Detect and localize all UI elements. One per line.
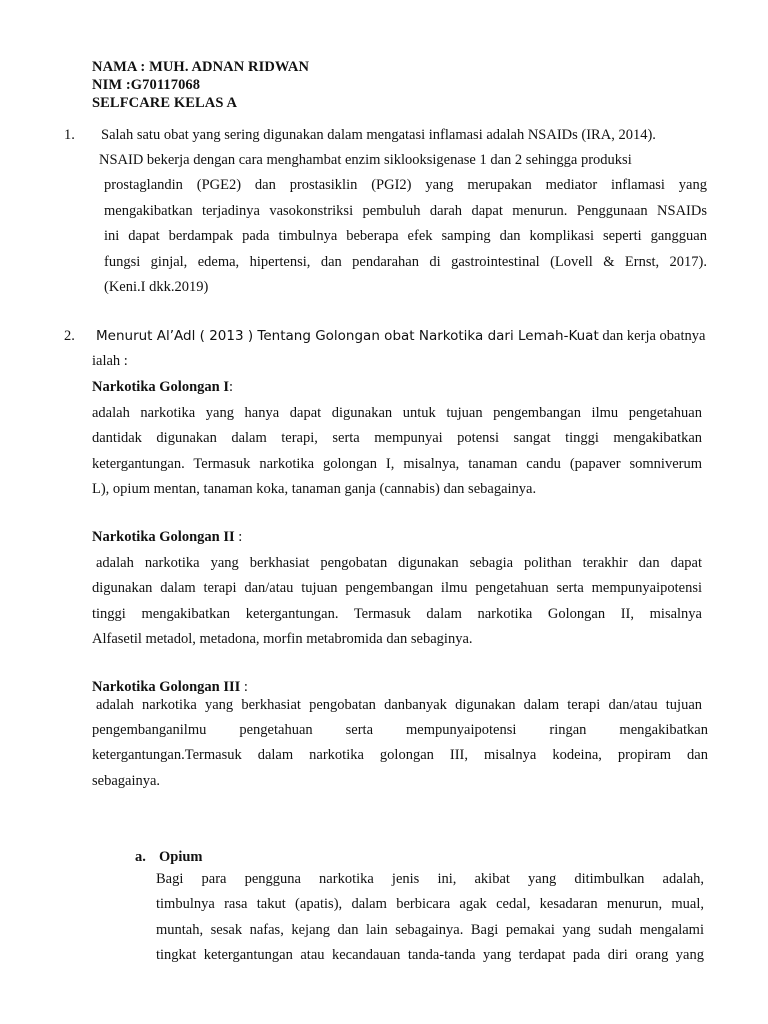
item-1-line-7: (Keni.I dkk.2019) bbox=[104, 279, 209, 295]
item-2-intro-tail: dan kerja obatnya bbox=[598, 328, 706, 344]
opium-line-3: muntah, sesak nafas, kejang dan lain sebagainya. Bagi pemakai yang sudah mengalami bbox=[156, 922, 704, 938]
golongan-3-line-3: ketergantungan.Termasuk dalam narkotika golongan III, misalnya kodeina, propiram dan bbox=[92, 747, 708, 763]
item-2-number: 2. bbox=[64, 328, 75, 344]
opium-line-4: tingkat ketergantungan atau kecandauan tanda-tanda yang terdapat pada diri orang yang bbox=[156, 947, 704, 963]
golongan-3-line-1: adalah narkotika yang berkhasiat pengobatan danbanyak digunakan dalam terapi dan/atau tujuan bbox=[96, 697, 702, 713]
item-1-line-5: ini dapat berdampak pada timbulnya beberapa efek samping dan komplikasi seperti gangguan bbox=[104, 228, 707, 244]
item-2-intro bbox=[96, 328, 705, 345]
golongan-2-title: Narkotika Golongan II bbox=[92, 529, 235, 545]
item-2-intro-line-2: ialah : bbox=[92, 353, 128, 369]
golongan-1-colon: : bbox=[228, 379, 234, 395]
golongan-1-line-2: dantidak digunakan dalam terapi, serta mempunyai potensi sangat tinggi mengakibatkan bbox=[92, 430, 702, 446]
golongan-3-line-4: sebagainya. bbox=[92, 773, 161, 789]
golongan-1-line-4: L), opium mentan, tanaman koka, tanaman ganja (cannabis) dan sebagainya. bbox=[92, 481, 537, 497]
opium-line-1: Bagi para pengguna narkotika jenis ini, akibat yang ditimbulkan adalah, bbox=[156, 871, 704, 887]
item-1-line-6: fungsi ginjal, edema, hipertensi, dan pendarahan di gastrointestinal (Lovell & Ernst, 2017). bbox=[104, 254, 707, 270]
golongan-3-line-2: pengembanganilmu pengetahuan serta mempunyaipotensi ringan mengakibatkan bbox=[92, 722, 708, 738]
golongan-2-line-2: digunakan dalam terapi dan/atau tujuan pengembangan ilmu pengetahuan serta mempunyaipotensi bbox=[92, 580, 702, 596]
item-1-number: 1. bbox=[64, 127, 75, 143]
golongan-1-line-1: adalah narkotika yang hanya dapat digunakan untuk tujuan pengembangan ilmu pengetahuan bbox=[92, 405, 702, 421]
golongan-3-title: Narkotika Golongan III bbox=[92, 679, 241, 695]
item-1-line-1: Salah satu obat yang sering digunakan dalam mengatasi inflamasi adalah NSAIDs (IRA, 2014). bbox=[101, 127, 656, 143]
student-name: NAMA : MUH. ADNAN RIDWAN bbox=[92, 59, 310, 75]
item-1-line-2: NSAID bekerja dengan cara menghambat enzim siklooksigenase 1 dan 2 sehingga produksi bbox=[99, 152, 632, 168]
golongan-2-line-4: Alfasetil metadol, metadona, morfin metabromida dan sebaginya. bbox=[92, 631, 473, 647]
student-class: SELFCARE KELAS A bbox=[92, 95, 238, 111]
item-1-line-4: mengakibatkan terjadinya vasokonstriksi pembuluh darah dapat menurun. Penggunaan NSAIDs bbox=[104, 203, 707, 219]
item-1-line-3: prostaglandin (PGE2) dan prostasiklin (PGI2) yang merupakan mediator inflamasi yang bbox=[104, 177, 707, 193]
item-2-intro-source: Menurut Al’Adl ( 2013 ) Tentang Golongan obat Narkotika dari Lemah-Kuat bbox=[96, 328, 599, 344]
golongan-2-colon: : bbox=[234, 529, 243, 545]
opium-line-2: timbulnya rasa takut (apatis), dalam berbicara agak cedal, kesadaran menurun, mual, bbox=[156, 896, 704, 912]
opium-marker: a. bbox=[135, 849, 146, 865]
opium-title: Opium bbox=[159, 849, 203, 865]
golongan-3-heading bbox=[92, 679, 248, 696]
golongan-1-line-3: ketergantungan. Termasuk narkotika golongan I, misalnya, tanaman candu (papaver somniverum bbox=[92, 456, 702, 472]
golongan-2-heading bbox=[92, 529, 242, 546]
golongan-3-colon: : bbox=[240, 679, 248, 695]
golongan-1-title: Narkotika Golongan I bbox=[92, 379, 229, 395]
student-nim: NIM :G70117068 bbox=[92, 77, 201, 93]
golongan-2-line-3: tinggi mengakibatkan ketergantungan. Termasuk dalam narkotika Golongan II, misalnya bbox=[92, 606, 702, 622]
golongan-1-heading bbox=[92, 379, 233, 396]
golongan-2-line-1: adalah narkotika yang berkhasiat pengobatan digunakan sebagia polithan terakhir dan dapat bbox=[96, 555, 702, 571]
